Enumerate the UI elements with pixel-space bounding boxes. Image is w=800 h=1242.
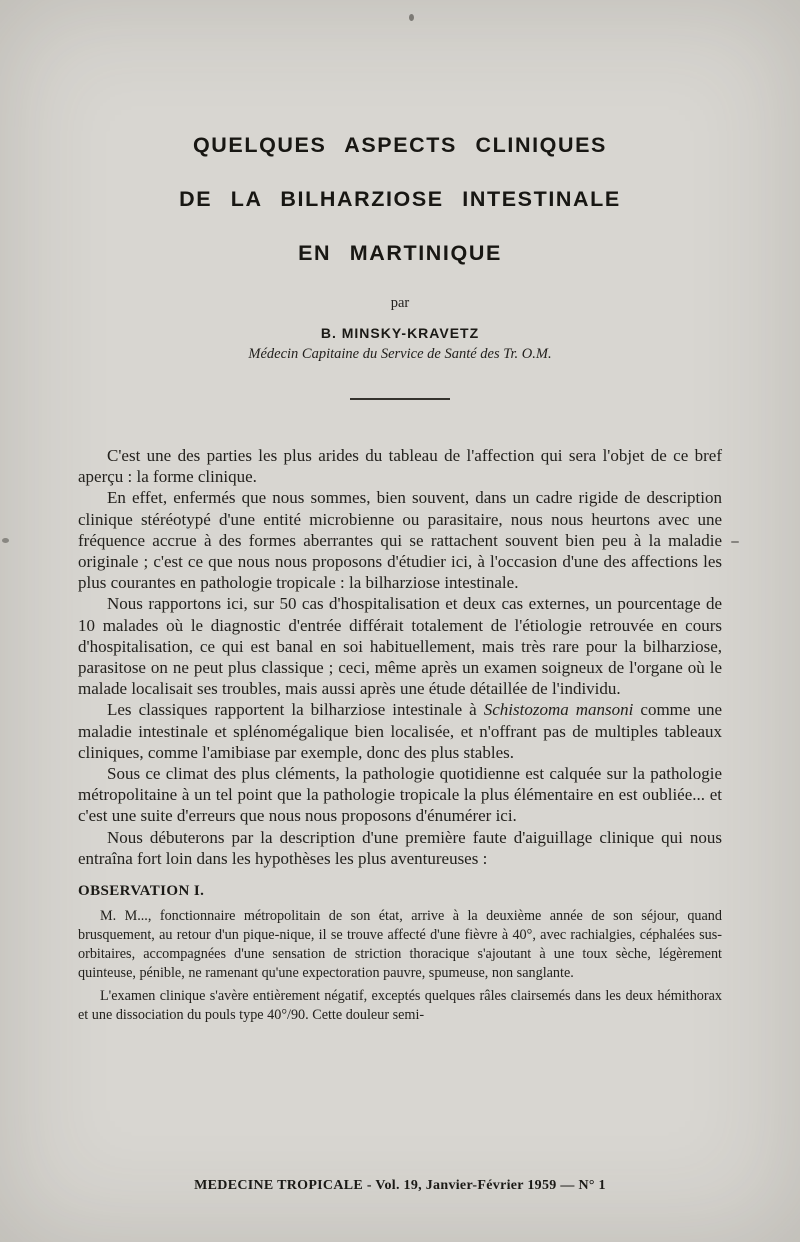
observation-section — [78, 883, 722, 1025]
author-name: B. MINSKY-KRAVETZ — [320, 325, 480, 341]
scan-artifact — [409, 14, 414, 21]
paragraph — [78, 593, 722, 699]
paragraph — [78, 763, 722, 827]
divider-rule — [350, 398, 450, 400]
text-run: C'est une des parties les plus arides du tableau de l'affection qui sera l'objet de ce bref aperçu : la forme clinique. — [78, 446, 722, 487]
article-title-line-1: QUELQUES ASPECTS CLINIQUES — [192, 133, 607, 157]
author-role: Médecin Capitaine du Service de Santé des Tr. O.M. — [248, 346, 552, 362]
paragraph — [78, 827, 722, 869]
paragraph — [78, 445, 722, 487]
observation-body — [78, 907, 722, 1025]
paragraph — [78, 487, 722, 593]
text-run: L'examen clinique s'avère entièrement négatif, exceptés quelques râles clairsemés dans les deux hémithorax et une dissociation du pouls type 40°/90. Cette douleur semi- — [78, 988, 722, 1024]
article-body — [78, 445, 722, 869]
paragraph — [78, 907, 722, 983]
text-run: En effet, enfermés que nous sommes, bien souvent, dans un cadre rigide de description clinique stéréotypé d'une entité microbienne ou parasitaire, nous nous heurtons avec une fréquence accrue à des formes aberrantes qui se rattachent souvent bien peu à la maladie originale ; c'est ce que nous nous proposons d'étudier ici, à l'occasion d'une des affections les plus courantes en pathologie tropicale : la bilharziose intestinale. — [78, 488, 722, 593]
byline-par: par — [390, 295, 410, 311]
scan-artifact — [731, 541, 739, 543]
text-run: Sous ce climat des plus cléments, la pathologie quotidienne est calquée sur la pathologie métropolitaine à un tel point que la pathologie tropicale la plus élémentaire en est oubliée... et c'est une suite d'erreurs que nous nous proposons d'énumérer ici. — [78, 764, 722, 826]
text-run: comme une maladie intestinale et splénomégalique bien localisée, et n'offrant pas de multiples tableaux cliniques, comme l'amibiase par exemple, donc des plus stables. — [78, 700, 722, 762]
italic-run: Schistozoma mansoni — [483, 700, 634, 720]
article-title-line-2: DE LA BILHARZIOSE INTESTINALE — [179, 187, 621, 211]
scan-artifact — [2, 538, 9, 543]
text-run: M. M..., fonctionnaire métropolitain de son état, arrive à la deuxième année de son séjour, quand brusquement, au retour d'un pique-nique, il se trouve affecté d'une fièvre à 40°, avec rachialgies, céphalées sus-orbitaires, accompagnées d'une sensation de striction thoracique s'ajoutant à une toux sèche, légèrement quinteuse, pénible, ne ramenant qu'une expectoration pauvre, spumeuse, non sanglante. — [78, 908, 722, 982]
text-run: Nous débuterons par la description d'une première faute d'aiguillage clinique qui nous entraîna fort loin dans les hypothèses les plus aventureuses : — [78, 827, 722, 868]
paragraph — [78, 699, 722, 763]
text-run: Nous rapportons ici, sur 50 cas d'hospitalisation et deux cas externes, un pourcentage de 10 malades où le diagnostic d'entrée différait totalement de l'étiologie retrouvée en cours d'hospitalisation, ce qui est banal en soi habituellement, mais très rare pour la bilharziose, parasitose on ne peut plus classique ; ceci, même après un examen soigneux de l'organe où le malade localisait ses troubles, mais aussi après une étude détaillée de l'individu. — [78, 594, 722, 699]
title-block — [0, 0, 800, 400]
article-title-line-3: EN MARTINIQUE — [298, 241, 502, 265]
observation-heading: OBSERVATION I. — [78, 883, 205, 900]
text-run: Les classiques rapportent la bilharziose intestinale à — [107, 700, 484, 720]
paragraph — [78, 987, 722, 1025]
journal-footer: MEDECINE TROPICALE - Vol. 19, Janvier-Février 1959 — N° 1 — [194, 1178, 606, 1193]
